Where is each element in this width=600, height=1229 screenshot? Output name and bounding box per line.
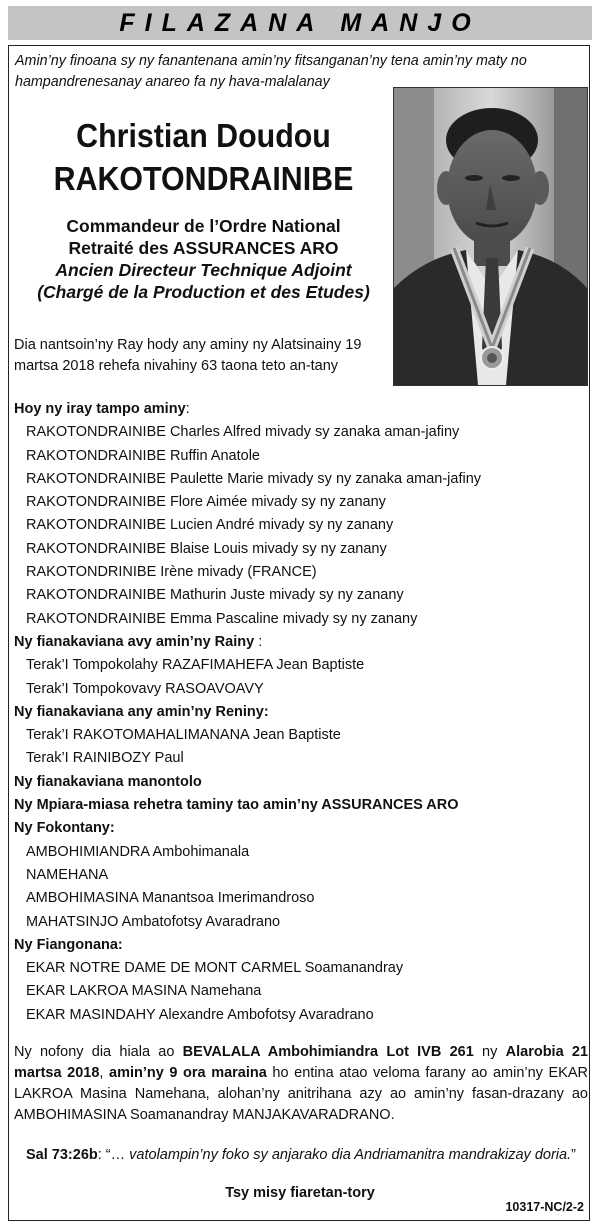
title-line-2: Retraité des ASSURANCES ARO [68, 238, 339, 258]
list-item: RAKOTONDRAINIBE Flore Aimée mivady sy ny zanany [26, 494, 386, 511]
signoff: Tsy misy fiaretan-tory [225, 1185, 375, 1201]
section-heading: Ny fianakaviana any amin’ny Reniny: [14, 703, 269, 720]
section-heading: Hoy ny iray tampo aminy: [14, 401, 190, 417]
list-item: RAKOTONDRINIBE Irène mivady (FRANCE) [26, 564, 317, 581]
verse-text: vatolampin’ny foko sy anjarako dia Andriamanitra mandrakizay doria. [129, 1147, 572, 1163]
deceased-first-name: Christian Doudou [76, 117, 331, 154]
list-item: EKAR NOTRE DAME DE MONT CARMEL Soamanandray [26, 960, 404, 977]
list-item: Terak’I Tompokovavy RASOAVOAVY [26, 680, 264, 697]
list-item: EKAR MASINDAHY Alexandre Ambofotsy Avaradrano [26, 1006, 374, 1023]
title-line-1: Commandeur de l’Ordre National [66, 216, 341, 236]
list-item: NAMEHANA [26, 866, 109, 883]
list-item: RAKOTONDRAINIBE Ruffin Anatole [26, 447, 260, 464]
list-item: AMBOHIMIANDRA Ambohimanala [26, 843, 250, 860]
bible-verse: Sal 73:26b: “… vatolampin’ny foko sy anjarako dia Andriamanitra mandrakizay doria.” [26, 1147, 576, 1163]
portrait-photo [393, 87, 588, 386]
list-item: EKAR LAKROA MASINA Namehana [26, 983, 262, 1000]
banner-title: FILAZANA MANJO [119, 8, 481, 37]
list-item: RAKOTONDRAINIBE Emma Pascaline mivady sy ny zanany [26, 610, 418, 627]
title-line-3: Ancien Directeur Technique Adjoint [55, 260, 352, 280]
deceased-last-name: RAKOTONDRAINIBE [53, 160, 354, 197]
list-item: MAHATSINJO Ambatofotsy Avaradrano [26, 913, 281, 930]
funeral-details: Ny nofony dia hiala ao BEVALALA Ambohimiandra Lot IVB 261 ny Alarobia 21 martsa 2018, amin’ny 9 ora maraina ho entina atao veloma farany ao amin’ny EKAR LAKROA Masina Namehana, alohan’ny anitrihana azy ao amin’ny fasan-drazany ao AMBOHIMASINA Soamanandray MANJAKAVARADRANO. [14, 1044, 589, 1123]
reference-number: 10317-NC/2-2 [505, 1200, 584, 1214]
title-line-4: (Chargé de la Production et des Etudes) [37, 282, 370, 302]
family-list [14, 398, 586, 1027]
list-item: AMBOHIMASINA Manantsoa Imerimandroso [26, 890, 315, 907]
list-item: RAKOTONDRAINIBE Lucien André mivady sy ny zanany [26, 517, 394, 534]
intro-text: Amin’ny finoana sy ny fanantenana amin’ny fitsanganan’ny tena amin’ny maty no hampandrenesanay anareo fa ny hava-malalanay [15, 53, 527, 90]
deceased-name [30, 114, 377, 200]
list-item: RAKOTONDRAINIBE Paulette Marie mivady sy ny zanaka aman-jafiny [26, 470, 482, 487]
section-heading: Ny fianakaviana manontolo [14, 773, 202, 790]
list-item: Terak’I Tompokolahy RAZAFIMAHEFA Jean Baptiste [26, 657, 365, 674]
portrait-illustration [394, 88, 587, 385]
section-heading: Ny Mpiara-miasa rehetra taminy tao amin’ny ASSURANCES ARO [14, 797, 459, 814]
verse-reference: Sal 73:26b [26, 1147, 98, 1163]
list-item: RAKOTONDRAINIBE Blaise Louis mivady sy ny zanany [26, 540, 387, 557]
list-item: RAKOTONDRAINIBE Mathurin Juste mivady sy ny zanany [26, 587, 404, 604]
list-item: RAKOTONDRAINIBE Charles Alfred mivady sy zanaka aman-jafiny [26, 424, 460, 441]
section-heading: Ny Fiangonana: [14, 936, 123, 953]
section-heading: Ny fianakaviana avy amin’ny Rainy : [14, 633, 263, 650]
death-announcement: Dia nantsoin’ny Ray hody any aminy ny Alatsinainy 19 martsa 2018 rehefa nivahiny 63 taona teto an-tany [14, 337, 362, 374]
section-heading: Ny Fokontany: [14, 820, 115, 837]
list-item: Terak’I RAKOTOMAHALIMANANA Jean Baptiste [26, 727, 341, 744]
notice-banner [8, 6, 592, 40]
deceased-titles [15, 215, 392, 303]
list-item: Terak’I RAINIBOZY Paul [26, 750, 184, 767]
